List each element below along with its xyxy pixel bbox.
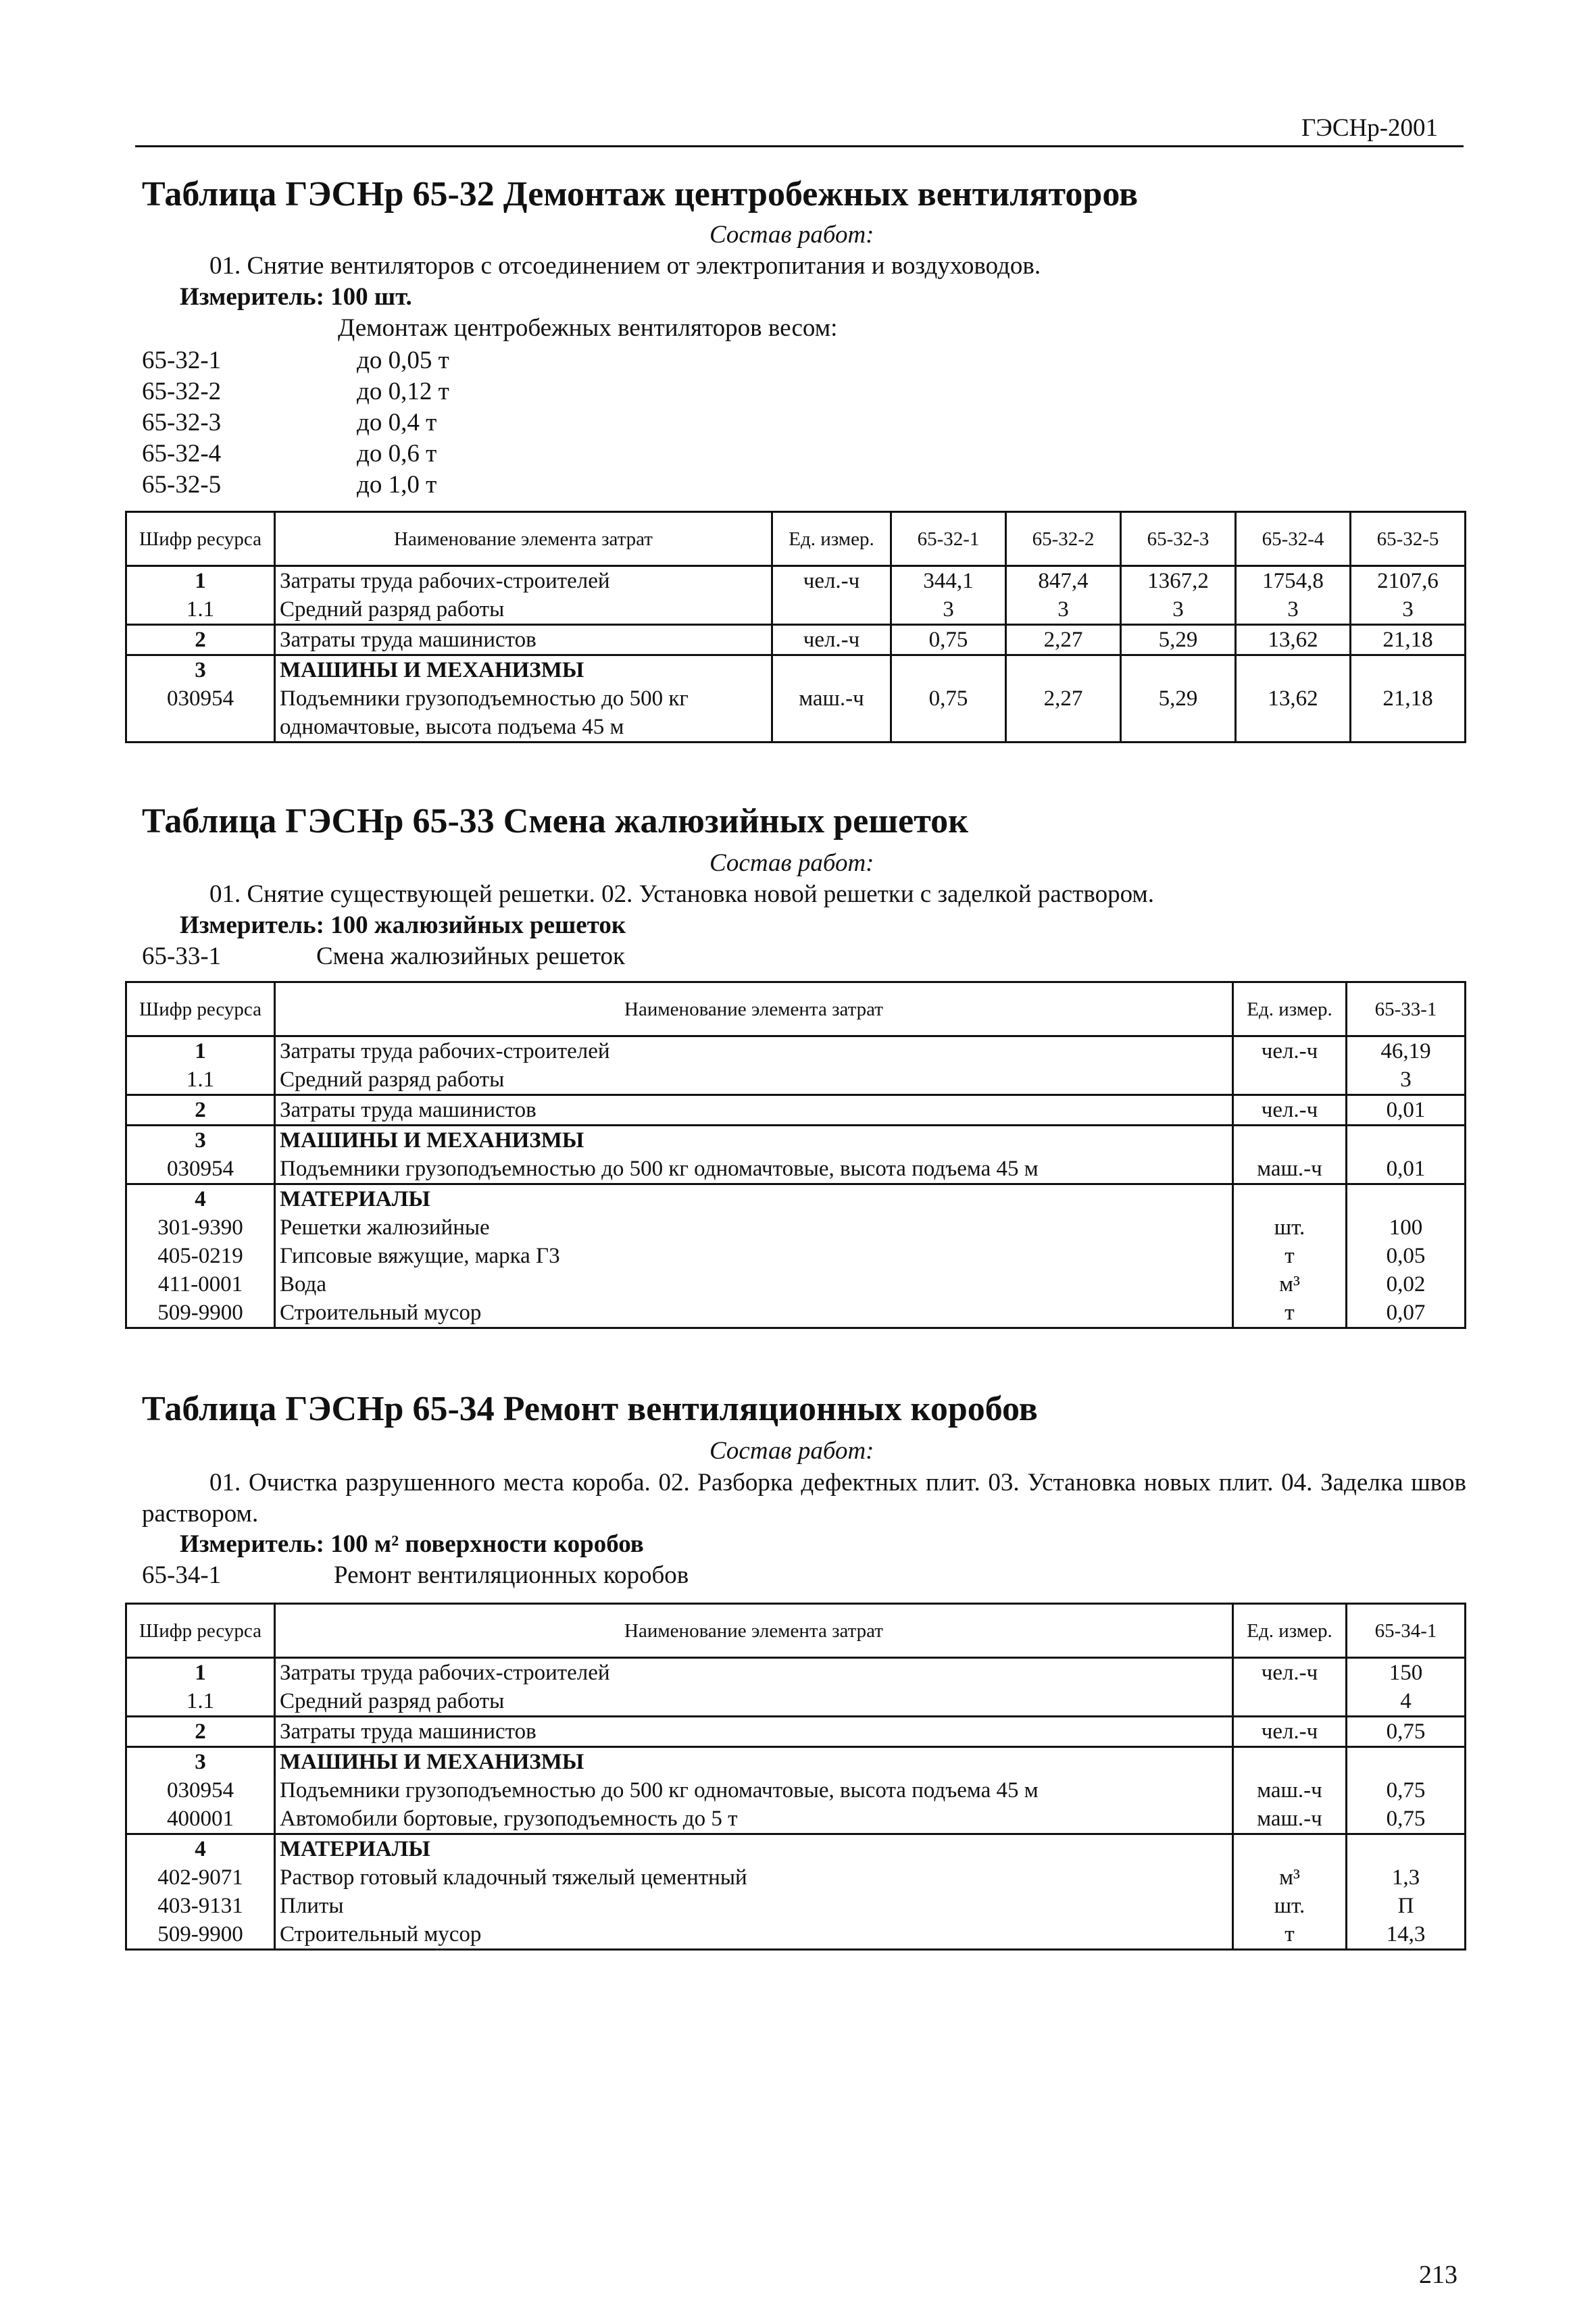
measure-unit: Измеритель: 100 шт. bbox=[180, 283, 412, 311]
measure-unit: Измеритель: 100 жалюзийных решеток bbox=[180, 911, 626, 939]
col-header-value: 65-32-1 bbox=[891, 512, 1006, 566]
cell-value: 0,75 bbox=[928, 686, 968, 711]
item-weight: до 0,4 т bbox=[357, 409, 437, 436]
table-65-33 bbox=[125, 981, 1466, 1329]
sostav-label: Состав работ: bbox=[709, 221, 874, 249]
col-header-value: 65-32-3 bbox=[1121, 512, 1236, 566]
cell-name: МАШИНЫ И МЕХАНИЗМЫ bbox=[280, 1750, 584, 1774]
cell-name: Подъемники грузоподъемностью до 500 кг одномачтовые, высота подъема 45 м bbox=[280, 1157, 1039, 1181]
cell-unit: т bbox=[1285, 1922, 1295, 1946]
cell-code: 1 bbox=[195, 569, 206, 593]
cell-value: 0,07 bbox=[1386, 1301, 1426, 1325]
cell-code: 402-9071 bbox=[157, 1865, 243, 1890]
cell-unit: маш.-ч bbox=[1257, 1778, 1322, 1803]
cell-value: 0,75 bbox=[1386, 1719, 1426, 1744]
cell-name: Затраты труда машинистов bbox=[280, 1719, 537, 1744]
cell-name: Затраты труда машинистов bbox=[280, 1098, 537, 1122]
item-weight: до 0,05 т bbox=[357, 347, 449, 374]
table-row bbox=[126, 625, 1466, 655]
cell-code: 030954 bbox=[167, 686, 234, 711]
cell-code: 2 bbox=[195, 1719, 206, 1744]
cell-value: 1754,8 bbox=[1262, 569, 1324, 593]
cell-value: 0,75 bbox=[928, 628, 968, 652]
item-intro: Демонтаж центробежных вентиляторов весом: bbox=[338, 314, 838, 342]
cell-value: 3 bbox=[1057, 597, 1069, 622]
sostav-label: Состав работ: bbox=[709, 1437, 874, 1465]
cell-code: 411-0001 bbox=[157, 1272, 243, 1297]
cell-name: Строительный мусор bbox=[280, 1301, 482, 1325]
cell-code: 403-9131 bbox=[157, 1894, 243, 1918]
cell-value: 4 bbox=[1400, 1689, 1412, 1713]
cell-value bbox=[1351, 1185, 1460, 1213]
cell-value: 21,18 bbox=[1382, 686, 1433, 711]
cell-code: 1 bbox=[195, 1039, 206, 1063]
cell-name: Решетки жалюзийные bbox=[280, 1215, 490, 1240]
table-65-34-title: Таблица ГЭСНр 65-34 Ремонт вентиляционных коробов bbox=[142, 1390, 1038, 1428]
cell-value: 0,75 bbox=[1386, 1778, 1426, 1803]
table-65-34 bbox=[125, 1603, 1466, 1951]
cell-code: 3 bbox=[195, 658, 206, 682]
cell-unit: т bbox=[1285, 1301, 1295, 1325]
col-header-unit: Ед. измер. bbox=[1233, 982, 1347, 1036]
cell-value: 0,75 bbox=[1386, 1807, 1426, 1831]
col-header-unit: Ед. измер. bbox=[772, 512, 891, 566]
item-code: 65-32-4 bbox=[142, 440, 222, 468]
cell-value: 0,02 bbox=[1386, 1272, 1426, 1297]
table-row bbox=[126, 1184, 1466, 1328]
table-65-32-title: Таблица ГЭСНр 65-32 Демонтаж центробежных вентиляторов bbox=[142, 175, 1139, 213]
item-code: 65-32-1 bbox=[142, 347, 222, 374]
header-rule bbox=[135, 145, 1464, 147]
cell-name: Затраты труда машинистов bbox=[280, 628, 537, 652]
cell-code: 405-0219 bbox=[157, 1244, 243, 1268]
item-text: Ремонт вентиляционных коробов bbox=[334, 1561, 689, 1589]
cell-value: 3 bbox=[1287, 597, 1299, 622]
page-number: 213 bbox=[1419, 2261, 1457, 2289]
cell-code: 3 bbox=[195, 1128, 206, 1153]
cell-value: П bbox=[1397, 1894, 1414, 1918]
cell-code: 1 bbox=[195, 1661, 206, 1685]
cell-value: 13,62 bbox=[1268, 686, 1318, 711]
col-header-value: 65-32-4 bbox=[1236, 512, 1351, 566]
cell-code: 509-9900 bbox=[157, 1922, 243, 1946]
cell-value: 2,27 bbox=[1043, 628, 1083, 652]
table-header-row bbox=[126, 982, 1466, 1036]
cell-unit: чел.-ч bbox=[1261, 1098, 1318, 1122]
cell-value: 3 bbox=[1400, 1067, 1412, 1092]
cell-value: 2107,6 bbox=[1377, 569, 1439, 593]
table-65-32 bbox=[125, 511, 1466, 743]
item-code: 65-33-1 bbox=[142, 942, 222, 970]
cell-name: Раствор готовый кладочный тяжелый цементный bbox=[280, 1865, 747, 1890]
cell-unit: шт. bbox=[1274, 1215, 1305, 1240]
cell-name: Подъемники грузоподъемностью до 500 кг одномачтовые, высота подъема 45 м bbox=[280, 1778, 1039, 1803]
cell-value: 0,05 bbox=[1386, 1244, 1426, 1268]
cell-value: 847,4 bbox=[1038, 569, 1089, 593]
cell-value: 2,27 bbox=[1043, 686, 1083, 711]
cell-unit bbox=[1238, 1185, 1341, 1213]
table-row bbox=[126, 1747, 1466, 1834]
table-row bbox=[126, 1095, 1466, 1126]
cell-unit: чел.-ч bbox=[1261, 1719, 1318, 1744]
col-header-value: 65-32-2 bbox=[1006, 512, 1121, 566]
cell-value: 46,19 bbox=[1380, 1039, 1431, 1063]
col-header-code: Шифр ресурса bbox=[126, 982, 275, 1036]
item-code: 65-32-5 bbox=[142, 471, 222, 499]
item-weight: до 0,12 т bbox=[357, 378, 449, 405]
table-65-33-title: Таблица ГЭСНр 65-33 Смена жалюзийных решеток bbox=[142, 802, 969, 840]
col-header-name: Наименование элемента затрат bbox=[275, 982, 1233, 1036]
col-header-value: 65-34-1 bbox=[1347, 1604, 1466, 1658]
cell-name: МАТЕРИАЛЫ bbox=[280, 1187, 430, 1211]
col-header-name: Наименование элемента затрат bbox=[275, 512, 772, 566]
cell-value: 5,29 bbox=[1158, 686, 1198, 711]
cell-unit bbox=[1238, 1835, 1341, 1863]
cell-unit: маш.-ч bbox=[1257, 1807, 1322, 1831]
cell-unit: чел.-ч bbox=[1261, 1039, 1318, 1063]
col-header-unit: Ед. измер. bbox=[1233, 1604, 1347, 1658]
cell-name: Затраты труда рабочих-строителей bbox=[280, 1039, 610, 1063]
measure-unit: Измеритель: 100 м² поверхности коробов bbox=[180, 1530, 644, 1558]
cell-name: Средний разряд работы bbox=[280, 597, 505, 622]
cell-value bbox=[1351, 1835, 1460, 1863]
cell-value bbox=[1351, 1748, 1460, 1776]
cell-name: МАТЕРИАЛЫ bbox=[280, 1837, 430, 1861]
table-row bbox=[126, 1036, 1466, 1095]
cell-code: 3 bbox=[195, 1750, 206, 1774]
cell-value: 150 bbox=[1389, 1661, 1423, 1685]
cell-value: 21,18 bbox=[1382, 628, 1433, 652]
cell-unit: м³ bbox=[1279, 1272, 1300, 1297]
cell-code: 2 bbox=[195, 1098, 206, 1122]
cell-value: 100 bbox=[1389, 1215, 1423, 1240]
table-row bbox=[126, 1658, 1466, 1717]
item-weight: до 0,6 т bbox=[357, 440, 437, 468]
col-header-code: Шифр ресурса bbox=[126, 512, 275, 566]
cell-code: 030954 bbox=[167, 1157, 234, 1181]
cell-value: 14,3 bbox=[1386, 1922, 1426, 1946]
cell-name: Автомобили бортовые, грузоподъемность до 5 т bbox=[280, 1807, 738, 1831]
cell-name: МАШИНЫ И МЕХАНИЗМЫ bbox=[280, 658, 584, 682]
cell-code: 1.1 bbox=[186, 597, 215, 622]
item-code: 65-34-1 bbox=[142, 1561, 222, 1589]
cell-name: Строительный мусор bbox=[280, 1922, 482, 1946]
item-text: Смена жалюзийных решеток bbox=[316, 942, 626, 970]
cell-unit bbox=[1238, 1126, 1341, 1155]
cell-value: 0,01 bbox=[1386, 1098, 1426, 1122]
cell-code: 301-9390 bbox=[157, 1215, 243, 1240]
cell-code: 400001 bbox=[167, 1807, 234, 1831]
work-description: 01. Снятие вентиляторов с отсоединением от электропитания и воздуховодов. bbox=[209, 252, 1041, 280]
cell-name: Средний разряд работы bbox=[280, 1689, 505, 1713]
item-code: 65-32-2 bbox=[142, 378, 222, 405]
cell-code: 030954 bbox=[167, 1778, 234, 1803]
cell-unit: чел.-ч bbox=[1261, 1661, 1318, 1685]
table-header-row bbox=[126, 512, 1466, 566]
cell-name: МАШИНЫ И МЕХАНИЗМЫ bbox=[280, 1128, 584, 1153]
cell-name: Гипсовые вяжущие, марка Г3 bbox=[280, 1244, 560, 1268]
cell-unit: м³ bbox=[1279, 1865, 1300, 1890]
item-weight: до 1,0 т bbox=[357, 471, 437, 499]
table-row bbox=[126, 1126, 1466, 1184]
cell-name: Затраты труда рабочих-строителей bbox=[280, 1661, 610, 1685]
cell-value: 13,62 bbox=[1268, 628, 1318, 652]
cell-name: Затраты труда рабочих-строителей bbox=[280, 569, 610, 593]
cell-value: 1,3 bbox=[1391, 1865, 1420, 1890]
cell-unit: т bbox=[1285, 1244, 1295, 1268]
cell-name: Подъемники грузоподъемностью до 500 кг одномачтовые, высота подъема 45 м bbox=[280, 686, 689, 739]
work-description: 01. Очистка разрушенного места короба. 02. Разборка дефектных плит. 03. Установка новых плит. 04. Заделка швов раствором. bbox=[142, 1469, 1466, 1528]
table-header-row bbox=[126, 1604, 1466, 1658]
cell-name: Вода bbox=[280, 1272, 326, 1297]
cell-code: 1.1 bbox=[186, 1067, 215, 1092]
col-header-name: Наименование элемента затрат bbox=[275, 1604, 1233, 1658]
col-header-code: Шифр ресурса bbox=[126, 1604, 275, 1658]
col-header-value: 65-32-5 bbox=[1351, 512, 1466, 566]
sostav-label: Состав работ: bbox=[709, 849, 874, 877]
cell-unit: маш.-ч bbox=[799, 686, 864, 711]
cell-code: 4 bbox=[195, 1187, 206, 1211]
work-description: 01. Снятие существующей решетки. 02. Установка новой решетки с заделкой раствором. bbox=[209, 880, 1155, 908]
cell-unit bbox=[1238, 1748, 1341, 1776]
table-row bbox=[126, 1717, 1466, 1747]
table-row bbox=[126, 1834, 1466, 1950]
cell-unit: маш.-ч bbox=[1257, 1157, 1322, 1181]
cell-code: 2 bbox=[195, 628, 206, 652]
cell-code: 509-9900 bbox=[157, 1301, 243, 1325]
cell-code: 4 bbox=[195, 1837, 206, 1861]
table-row bbox=[126, 566, 1466, 625]
cell-value bbox=[1351, 1126, 1460, 1155]
cell-name: Средний разряд работы bbox=[280, 1067, 505, 1092]
cell-name: Плиты bbox=[280, 1894, 344, 1918]
cell-value: 1367,2 bbox=[1147, 569, 1209, 593]
item-code: 65-32-3 bbox=[142, 409, 222, 436]
col-header-value: 65-33-1 bbox=[1347, 982, 1466, 1036]
table-row bbox=[126, 655, 1466, 743]
cell-value: 344,1 bbox=[923, 569, 974, 593]
cell-value: 5,29 bbox=[1158, 628, 1198, 652]
cell-value: 0,01 bbox=[1386, 1157, 1426, 1181]
cell-unit: шт. bbox=[1274, 1894, 1305, 1918]
cell-value: 3 bbox=[1402, 597, 1414, 622]
cell-unit: чел.-ч bbox=[803, 628, 860, 652]
document-code: ГЭСНр-2001 bbox=[1301, 114, 1439, 142]
cell-value: 3 bbox=[1172, 597, 1184, 622]
cell-code: 1.1 bbox=[186, 1689, 215, 1713]
cell-unit: чел.-ч bbox=[803, 569, 860, 593]
cell-value: 3 bbox=[943, 597, 954, 622]
